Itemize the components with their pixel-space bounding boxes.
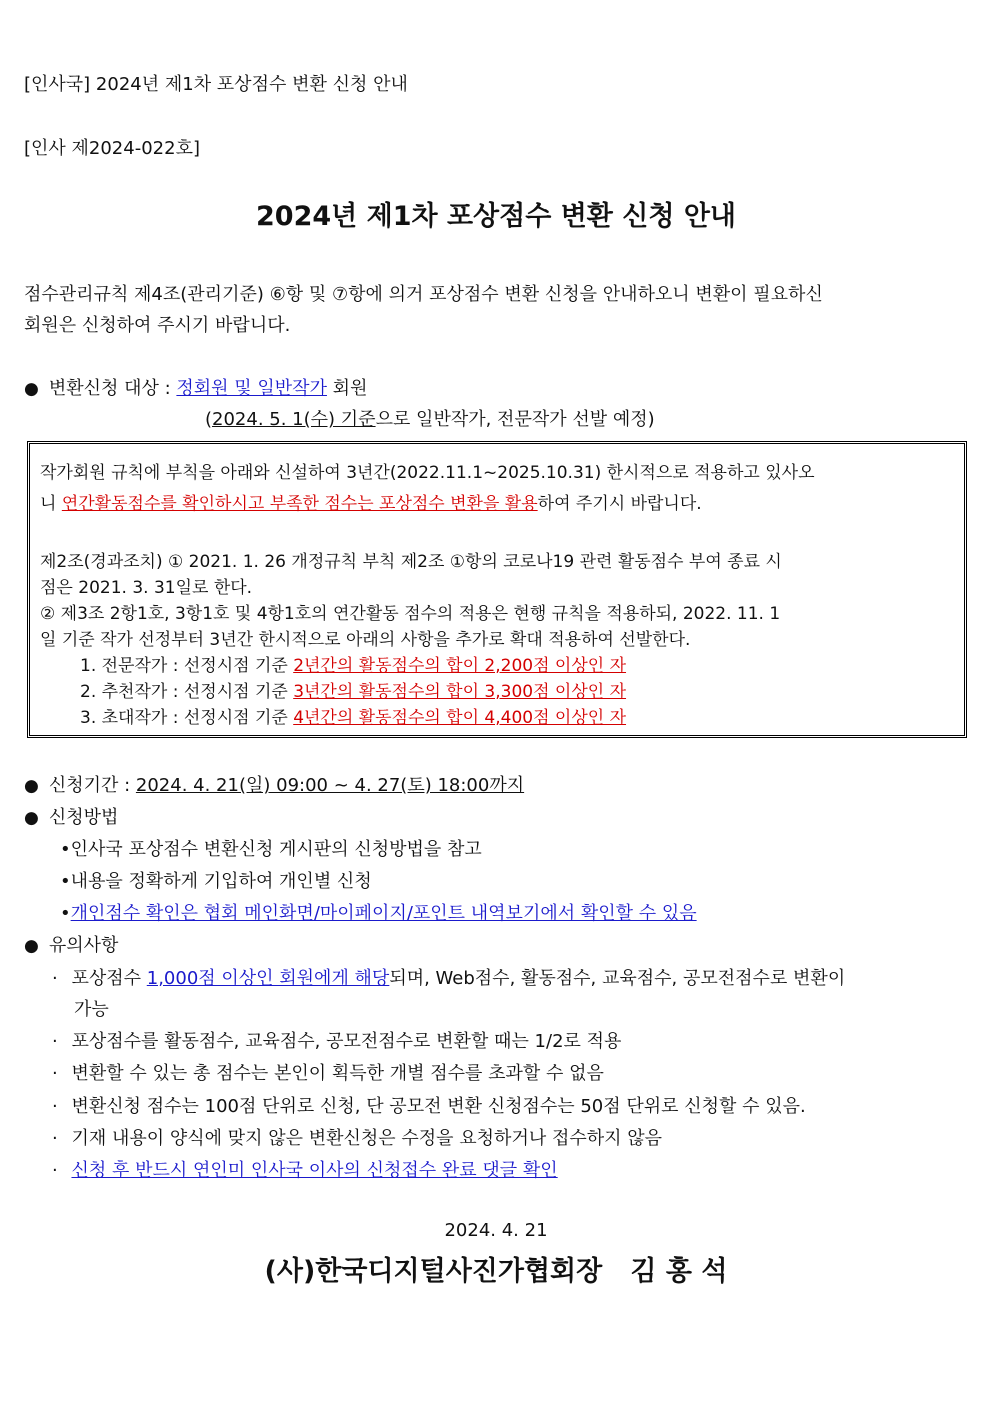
target-note-date: 2024. 5. 1(수) 기준 [212, 409, 376, 430]
intro-line: 점수관리규칙 제4조(관리기준) ⑥항 및 ⑦항에 의거 포상점수 변환 신청을 안내하오니 변환이 필요하신 [24, 284, 823, 305]
notes-label: 유의사항 [48, 935, 119, 956]
method-item: •인사국 포상점수 변환신청 게시판의 신청방법을 참고 [60, 839, 482, 860]
note-continuation: 가능 [74, 999, 109, 1020]
method-item [60, 899, 697, 925]
rule-item [80, 703, 626, 728]
note-item [52, 1124, 662, 1150]
rules-text-post: 하여 주기시 바랍니다. [537, 494, 702, 514]
period-line [24, 771, 524, 797]
note-highlight: 1,000점 이상인 회원에게 해당 [146, 968, 390, 989]
issue-date: 2024. 4. 21 [444, 1220, 548, 1241]
target-highlight: 정회원 및 일반작가 [176, 378, 327, 399]
target-note-open: ( [205, 409, 213, 430]
note-text: 되며, Web점수, 활동점수, 교육점수, 공모전점수로 변환이 [389, 968, 846, 989]
method-label: 신청방법 [48, 807, 119, 828]
bullet-icon: ● [24, 936, 39, 956]
note-item [52, 1092, 806, 1118]
note-dot: · [52, 1096, 58, 1117]
period-label: 신청기간 : [48, 775, 136, 796]
note-dot: · [52, 968, 58, 989]
target-suffix: 회원 [326, 378, 368, 399]
target-label: 변환신청 대상 : [48, 378, 177, 399]
note-text: 기재 내용이 양식에 맞지 않은 변환신청은 수정을 요청하거나 접수하지 않음 [71, 1128, 662, 1149]
rules-text-pre: 니 [40, 494, 62, 514]
note-highlight: 신청 후 반드시 연인미 인사국 이사의 신청접수 완료 댓글 확인 [71, 1160, 558, 1181]
bullet-icon: ● [24, 776, 39, 796]
target-note-rest: 으로 일반작가, 전문작가 선발 예정) [375, 409, 655, 430]
rules-text: ② 제3조 2항1호, 3항1호 및 4항1호의 연간활동 점수의 적용은 현행 규칙을 적용하되, 2022. 11. 1 [40, 604, 781, 624]
rule-item-highlight: 4년간의 활동점수의 합이 4,400점 이상인 자 [293, 708, 627, 728]
note-dot: · [52, 1160, 58, 1181]
rule-item-highlight: 2년간의 활동점수의 합이 2,200점 이상인 자 [293, 656, 627, 676]
note-item [52, 964, 845, 990]
rule-item-prefix: 1. 전문작가 : 선정시점 기준 [80, 656, 294, 676]
method-item: •내용을 정확하게 기입하여 개인별 신청 [60, 871, 372, 892]
notes-heading [24, 931, 118, 957]
rule-item-prefix: 3. 초대작가 : 선정시점 기준 [80, 708, 294, 728]
rules-text: 일 기준 작가 선정부터 3년간 한시적으로 아래의 사항을 추가로 확대 적용하여 선발한다. [40, 630, 691, 650]
note-item [52, 1156, 558, 1182]
intro-line: 회원은 신청하여 주시기 바랍니다. [24, 315, 291, 336]
rule-item-highlight: 3년간의 활동점수의 합이 3,300점 이상인 자 [293, 682, 627, 702]
signature: (사)한국디지털사진가협회장 김 홍 석 [264, 1256, 728, 1287]
note-text: 포상점수 [71, 968, 147, 989]
note-item [52, 1059, 604, 1085]
note-text: 포상점수를 활동점수, 교육점수, 공모전점수로 변환할 때는 1/2로 적용 [71, 1031, 622, 1052]
rule-item [80, 677, 626, 702]
note-dot: · [52, 1128, 58, 1149]
rule-item-prefix: 2. 추천작가 : 선정시점 기준 [80, 682, 294, 702]
category-line: [인사국] 2024년 제1차 포상점수 변환 신청 안내 [24, 74, 408, 95]
rule-item [80, 651, 626, 676]
target-note [205, 405, 655, 431]
note-dot: · [52, 1063, 58, 1084]
note-item [52, 1027, 621, 1053]
rules-highlight: 연간활동점수를 확인하시고 부족한 점수는 포상점수 변환을 활용 [61, 494, 538, 514]
rules-text: 점은 2021. 3. 31일로 한다. [40, 578, 253, 598]
note-dot: · [52, 1031, 58, 1052]
rules-text [40, 489, 702, 514]
method-heading [24, 803, 118, 829]
bullet-icon: ● [24, 379, 39, 399]
note-text: 변환할 수 있는 총 점수는 본인이 획득한 개별 점수를 초과할 수 없음 [71, 1063, 604, 1084]
method-dot: • [60, 903, 71, 924]
document-number: [인사 제2024-022호] [24, 138, 200, 159]
target-line [24, 374, 367, 400]
rules-text: 작가회원 규칙에 부칙을 아래와 신설하여 3년간(2022.11.1~2025.10.31) 한시적으로 적용하고 있사오 [40, 463, 815, 483]
rules-text: 제2조(경과조치) ① 2021. 1. 26 개정규칙 부칙 제2조 ①항의 코로나19 관련 활동점수 부여 종료 시 [40, 552, 782, 572]
rules-box [27, 441, 967, 738]
bullet-icon: ● [24, 808, 39, 828]
note-text: 변환신청 점수는 100점 단위로 신청, 단 공모전 변환 신청점수는 50점 단위로 신청할 수 있음. [71, 1096, 806, 1117]
page-title: 2024년 제1차 포상점수 변환 신청 안내 [256, 201, 736, 232]
period-value: 2024. 4. 21(일) 09:00 ~ 4. 27(토) 18:00까지 [135, 775, 525, 796]
points-info-link[interactable]: 개인점수 확인은 협회 메인화면/마이페이지/포인트 내역보기에서 확인할 수 있음 [70, 903, 697, 924]
